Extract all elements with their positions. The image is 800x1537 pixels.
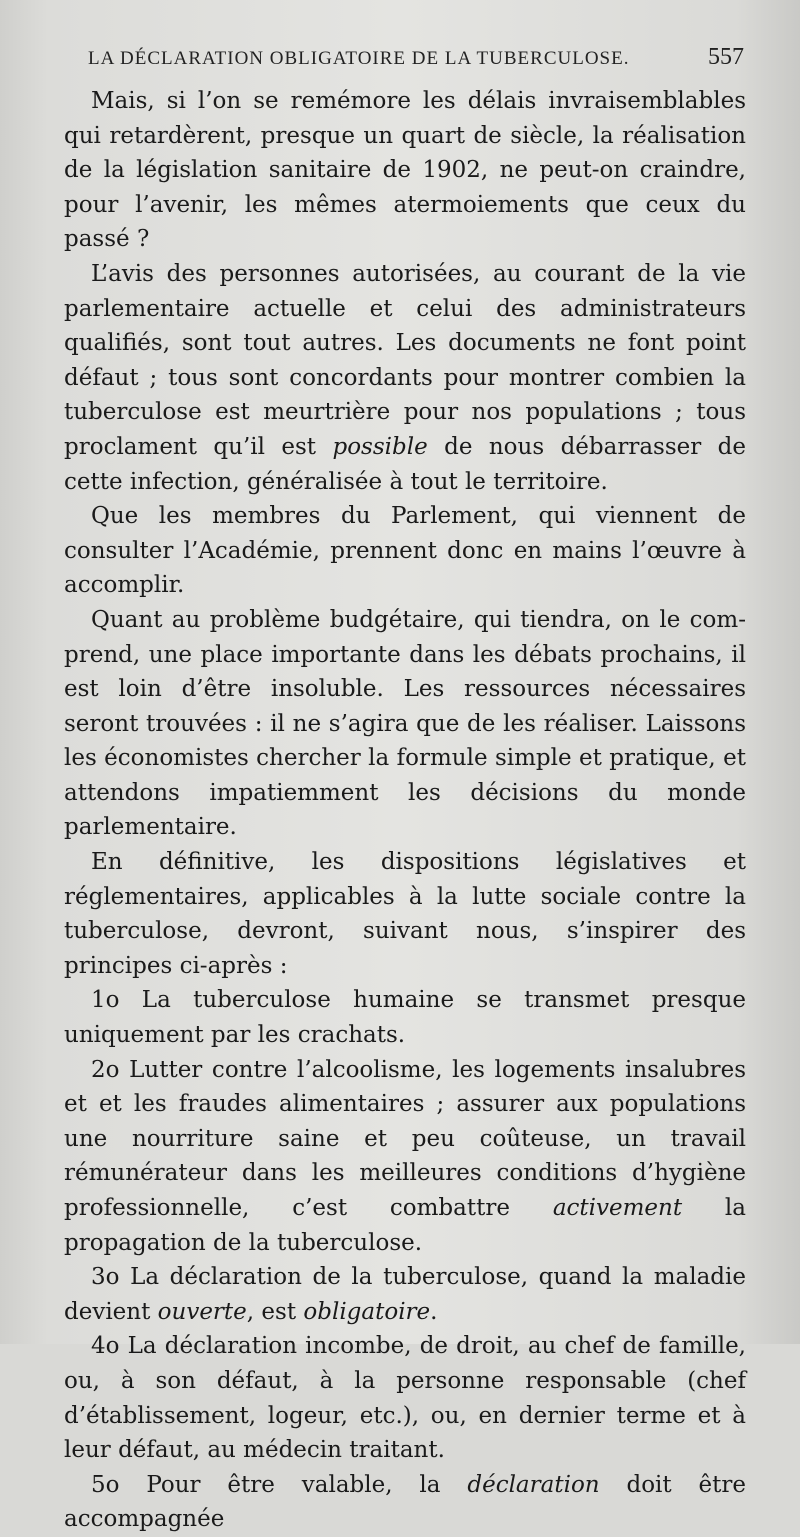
page-body (64, 84, 746, 1537)
page-number: 557 (708, 44, 744, 70)
principle-1: 1o La tuberculose humaine se transmet presque uniquement par les crachats. (64, 987, 746, 1049)
emphasis-possible: possible (332, 433, 428, 460)
paragraph-3: Que les membres du Parlement, qui viennent de consulter l’Académie, prennent donc en mains l’œuvre à accomplir. (64, 503, 746, 599)
paragraph-2: L’avis des personnes autorisées, au courant de la vie parlementaire actuelle et celui des administrateurs qualifiés, sont tout autres. Les documents ne font point défaut ; tous sont concordants pour montrer combien la tuberculose est meurtrière pour nos populations ; tous proclament qu’il est possible de nous débarrasser de cette infection, généralisée à tout le territoire. (64, 260, 747, 495)
principle-4: 4o La déclaration incombe, de droit, au chef de famille, ou, à son défaut, à la personne responsable (chef d’établissement, logeur, etc.), ou, en dernier terme et à leur défaut, au médecin traitant. (64, 1333, 746, 1464)
running-header (88, 44, 744, 78)
emphasis-ouverte: ouverte (157, 1298, 247, 1325)
principle-5: 5o Pour être valable, la déclaration doit être accompagnée (64, 1471, 746, 1533)
emphasis-declaration: déclaration (467, 1471, 600, 1498)
paragraph-1: Mais, si l’on se remémore les délais invraisemblables qui retardèrent, presque un quart de siècle, la réalisation de la législation sanitaire de 1902, ne peut-on craindre, pour l’avenir, les mêmes atermoiements que ceux du passé ? (64, 88, 746, 253)
emphasis-obligatoire: obligatoire (303, 1298, 431, 1325)
paragraph-4: Quant au problème budgétaire, qui tiendra, on le comprend, une place importante dans les débats prochains, il est loin d’être insoluble. Les ressources nécessaires seront trouvées : il ne s’agira que de les réaliser. Laissons les économistes chercher la formule simple et pratique, et attendons impatiemment les décisions du monde parlementaire. (64, 606, 746, 841)
principle-2: 2o Lutter contre l’alcoolisme, les logements insalubres et et les fraudes alimentaires ; assurer aux populations une nourriture saine et peu coûteuse, un travail rémunérateur dans les meilleures conditions d’hygiène professionnelle, c’est combattre activement la propagation de la tuberculose. (64, 1056, 747, 1256)
emphasis-activement: activement (552, 1195, 683, 1221)
principle-3: 3o La déclaration de la tuberculose, quand la maladie devient ouverte, est obligatoire. (64, 1264, 746, 1325)
paragraph-5: En définitive, les dispositions législatives et réglementaires, applicables à la lutte sociale contre la tuberculose, devront, suivant nous, s’inspirer des principes ci-après : (64, 849, 746, 979)
running-title: LA DÉCLARATION OBLIGATOIRE DE LA TUBERCULOSE. (88, 48, 630, 69)
